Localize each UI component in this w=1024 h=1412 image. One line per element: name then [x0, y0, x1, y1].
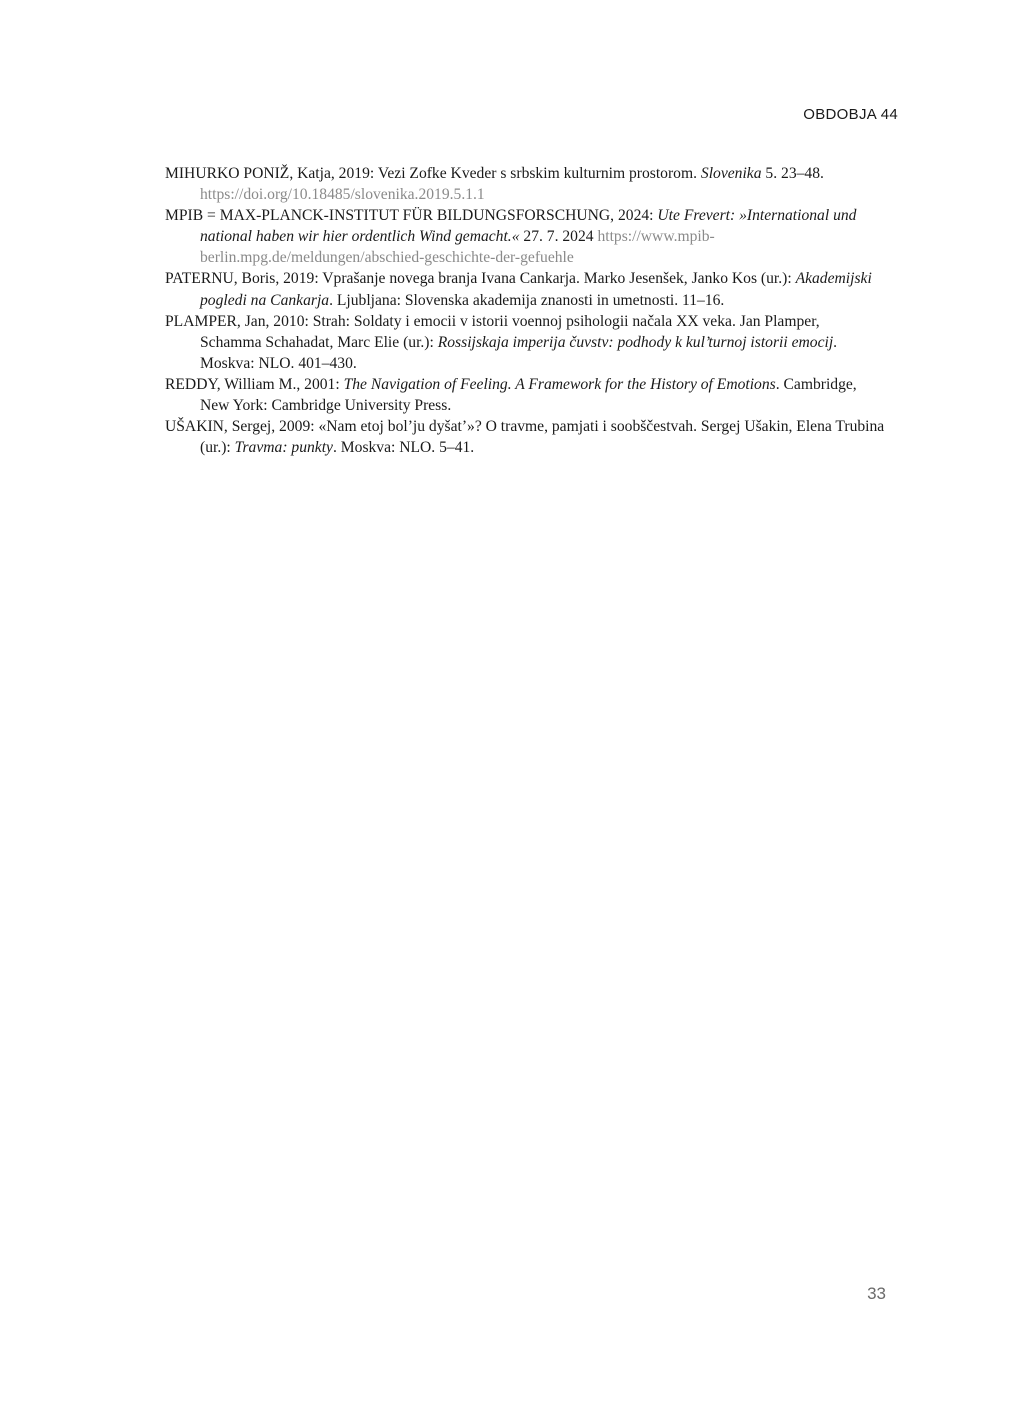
- entry-text: . Moskva: NLO. 401–430.: [200, 333, 838, 372]
- running-header: OBDOBJA 44: [803, 106, 898, 123]
- entry-text: PLAMPER, Jan, 2010: Strah: Soldaty i emocii v istorii voennoj psihologii načala XX veka. Jan Plamper, Schamma Schahadat, Marc Elie (ur.):: [165, 312, 820, 351]
- bibliography-entry: [165, 416, 885, 458]
- entry-title: Slovenika: [700, 165, 762, 182]
- entry-title: Travma: punkty: [234, 439, 333, 457]
- entry-text: . Ljubljana: Slovenska akademija znanosti in umetnosti. 11–16.: [329, 291, 725, 309]
- bibliography-entry: [165, 163, 885, 205]
- entry-title: Ute Frevert: »International und national haben wir hier ordentlich Wind gemacht.«: [200, 207, 857, 246]
- bibliography-entry: [165, 268, 885, 310]
- entry-link[interactable]: https://doi.org/10.18485/slovenika.2019.5.1.1: [200, 186, 485, 204]
- bibliography-list: [165, 163, 885, 458]
- entry-title: Akademijski pogledi na Cankarja: [200, 270, 872, 309]
- entry-text: . Cambridge, New York: Cambridge University Press.: [200, 375, 857, 415]
- entry-text: 5. 23–48.: [761, 165, 824, 182]
- entry-text: . Moskva: NLO. 5–41.: [332, 439, 475, 457]
- entry-text: MIHURKO PONIŽ, Katja, 2019: Vezi Zofke Kveder s srbskim kulturnim prostorom.: [165, 165, 701, 182]
- entry-text: PATERNU, Boris, 2019: Vprašanje novega branja Ivana Cankarja. Marko Jesenšek, Janko Kos (ur.):: [165, 270, 796, 288]
- entry-text: 27. 7. 2024: [519, 228, 598, 246]
- entry-link[interactable]: https://www.mpib-berlin.mpg.de/meldungen/abschied-geschichte-der-gefuehle: [200, 228, 715, 267]
- entry-title: The Navigation of Feeling. A Framework for the History of Emotions: [343, 375, 776, 393]
- entry-text: REDDY, William M., 2001:: [165, 375, 344, 393]
- entry-title: Rossijskaja imperija čuvstv: podhody k kul’turnoj istorii emocij: [437, 333, 834, 351]
- entry-text: UŠAKIN, Sergej, 2009: «Nam etoj bol’ju dyšat’»? O travme, pamjati i soobščestvah. Sergej Ušakin, Elena Trubina (ur.):: [165, 418, 885, 457]
- bibliography-entry: [165, 374, 885, 416]
- page-number: 33: [867, 1284, 886, 1303]
- entry-text: MPIB = MAX-PLANCK-INSTITUT FÜR BILDUNGSFORSCHUNG, 2024:: [165, 207, 658, 225]
- bibliography-entry: [165, 205, 885, 268]
- bibliography-entry: [165, 311, 885, 374]
